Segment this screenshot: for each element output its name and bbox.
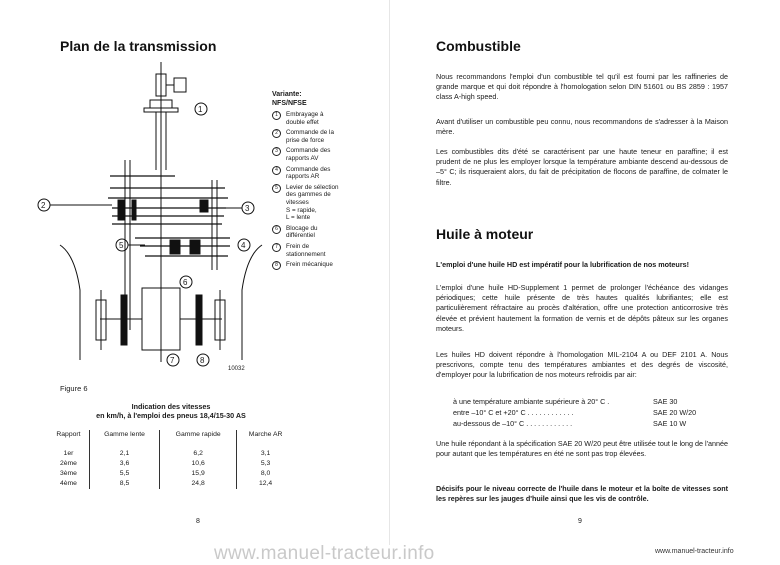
diagram-label: 1	[198, 105, 203, 114]
legend-number-badge: 2	[272, 129, 281, 138]
watermark-small-text: www.manuel-tracteur.info	[655, 548, 734, 555]
col-header-rapport: Rapport	[56, 431, 81, 438]
diagram-label: 4	[241, 241, 246, 250]
legend-line: différentiel	[286, 232, 315, 240]
figure-caption: Figure 6	[60, 384, 88, 393]
legend-item	[272, 129, 380, 144]
section-title-huile: Huile à moteur	[436, 226, 534, 242]
paragraph: Avant d'utiliser un combustible peu connu, nous recommandons de s'adresser à la Maison mère.	[436, 117, 728, 137]
table-cell: 3,6	[89, 459, 159, 469]
legend-number-badge: 8	[272, 261, 281, 270]
legend-line: Blocage du	[286, 224, 318, 232]
table-cell: 1er	[63, 450, 74, 457]
legend-line: rapports AV	[286, 154, 319, 162]
table-cell: 5,5	[89, 469, 159, 479]
legend-title-line1: Variante:	[272, 91, 302, 98]
diagram-legend	[272, 90, 380, 270]
table-cell: 3,1	[237, 449, 294, 459]
table-cell: 10,6	[160, 459, 237, 469]
paragraph: Nous recommandons l'emploi d'un combustible tel qu'il est fourni par les raffineries de grande marque et qui doit répondre à l'homologation selon DIN 51601 ou BS 2859 : 1957 class A-high speed.	[436, 72, 728, 102]
legend-number-badge: 4	[272, 166, 281, 175]
table-cell: 4ème	[59, 480, 77, 487]
legend-number-badge: 1	[272, 111, 281, 120]
legend-line: vitesses	[286, 198, 309, 206]
diagram-label: 3	[245, 204, 250, 213]
legend-item	[272, 111, 380, 126]
legend-line: S = rapide,	[286, 206, 317, 214]
table-cell: 15,9	[160, 469, 237, 479]
diagram-label: 6	[183, 278, 188, 287]
paragraph: Les combustibles dits d'été se caractérisent par une haute teneur en paraffine; il est prudent de ne plus les employer lorsque la température ambiante descend au-dessous de –5° C; ils risqueraient alors, du fait de précipitation de flocons de paraffine, de colmater le filtre.	[436, 147, 728, 187]
legend-line: L = lente	[286, 214, 311, 222]
legend-line: Commande de la	[286, 129, 334, 137]
legend-item	[272, 261, 380, 270]
legend-number-badge: 3	[272, 147, 281, 156]
legend-line: des gammes de	[286, 191, 331, 199]
requirement-condition: au-dessous de –10° C . . . . . . . . . . . .	[453, 419, 573, 428]
legend-number-badge: 6	[272, 225, 281, 234]
legend-item	[272, 184, 380, 222]
diagram-label: 7	[170, 356, 175, 365]
legend-line: Embrayage à	[286, 111, 324, 118]
table-cell: 6,2	[160, 449, 237, 459]
table-cell: 12,4	[237, 479, 294, 489]
speed-table	[48, 430, 294, 489]
table-row	[48, 469, 294, 479]
legend-text	[286, 184, 339, 222]
legend-line: Frein de	[286, 242, 310, 250]
left-page	[0, 0, 390, 545]
requirement-condition: à une température ambiante supérieure à 20° C .	[453, 397, 610, 406]
legend-text	[286, 261, 333, 270]
speed-title-line2: en km/h, à l'emploi des pneus 18,4/15-30 AS	[96, 411, 246, 420]
paragraph: L'emploi d'une huile HD-Supplement 1 permet de prolonger l'échéance des vidanges périodiques; cette huile présente de très hautes qualités lubrifiantes; elle est particulièrement réfractaire au procès d'altération, offre une protection anticorrosive très élevée et prévient hautement la formation de vernis et de dépôts pâteux sur les organes moteurs.	[436, 283, 728, 333]
legend-text	[286, 225, 318, 240]
legend-line: Commande des	[286, 147, 331, 155]
legend-text	[286, 111, 323, 126]
col-header-rapide: Gamme rapide	[160, 430, 237, 441]
table-cell: 2ème	[59, 460, 77, 467]
figure-number: 10032	[228, 366, 245, 372]
legend-text	[286, 243, 326, 258]
table-cell: 8,5	[89, 479, 159, 489]
legend-text	[286, 166, 330, 181]
watermark-text: www.manuel-tracteur.info	[214, 543, 435, 564]
footer-watermark	[0, 544, 780, 562]
transmission-title: Plan de la transmission	[60, 38, 217, 54]
bold-intro: L'emploi d'une huile HD est impératif pour la lubrification de nos moteurs!	[436, 260, 690, 269]
page-number-left: 8	[196, 518, 200, 525]
table-row	[48, 459, 294, 469]
col-header-lente: Gamme lente	[89, 430, 159, 441]
legend-item	[272, 166, 380, 181]
table-row	[48, 449, 294, 459]
legend-line: Frein mécanique	[286, 261, 333, 269]
col-header-ar: Marche AR	[237, 430, 294, 441]
legend-text	[286, 147, 330, 162]
transmission-diagram	[0, 60, 270, 380]
legend-line: Commande des	[286, 165, 331, 173]
legend-text	[286, 129, 334, 144]
requirement-condition: entre –10° C et +20° C . . . . . . . . . . . .	[453, 408, 574, 417]
legend-line: rapports AR	[286, 173, 320, 181]
table-row	[48, 479, 294, 489]
page-number-right: 9	[578, 518, 582, 525]
speed-title-line1: Indication des vitesses	[131, 402, 211, 411]
paragraph: Une huile répondant à la spécification SAE 20 W/20 peut être utilisée tout le long de l'année pour autant que les températures en été ne sont pas trop élevées.	[436, 439, 728, 459]
legend-title-line2: NFS/NFSE	[272, 100, 307, 107]
legend-line: prise de force	[286, 136, 325, 144]
legend-number-badge: 5	[272, 184, 281, 193]
requirement-grade: SAE 10 W	[653, 419, 687, 428]
speed-table-title	[48, 402, 294, 420]
table-cell: 2,1	[89, 449, 159, 459]
legend-line: stationnement	[286, 250, 326, 258]
table-cell: 3ème	[59, 470, 77, 477]
paragraph: Les huiles HD doivent répondre à l'homologation MIL-2104 A ou DEF 2101 A. Nous prescrivons, compte tenu des températures ambiantes et des degrés de viscosité, d'employer pour la lubrification de nos moteurs refroidis par air:	[436, 350, 728, 380]
requirement-grade: SAE 20 W/20	[653, 408, 697, 417]
legend-line: double effet	[286, 118, 319, 126]
legend-line: Levier de sélection	[286, 183, 339, 191]
legend-number-badge: 7	[272, 243, 281, 252]
bold-note: Décisifs pour le niveau correcte de l'huile dans le moteur et la boîte de vitesses sont les repères sur les jauges d'huile ainsi que les vis de contrôle.	[436, 484, 728, 504]
table-cell: 5,3	[237, 459, 294, 469]
table-cell: 24,8	[160, 479, 237, 489]
requirement-grade: SAE 30	[653, 397, 678, 406]
legend-item	[272, 243, 380, 258]
diagram-label: 8	[200, 356, 205, 365]
section-title-combustible: Combustible	[436, 38, 521, 54]
legend-item	[272, 147, 380, 162]
table-cell: 8,0	[237, 469, 294, 479]
legend-item	[272, 225, 380, 240]
diagram-label: 2	[41, 201, 46, 210]
diagram-label: 5	[119, 241, 124, 250]
